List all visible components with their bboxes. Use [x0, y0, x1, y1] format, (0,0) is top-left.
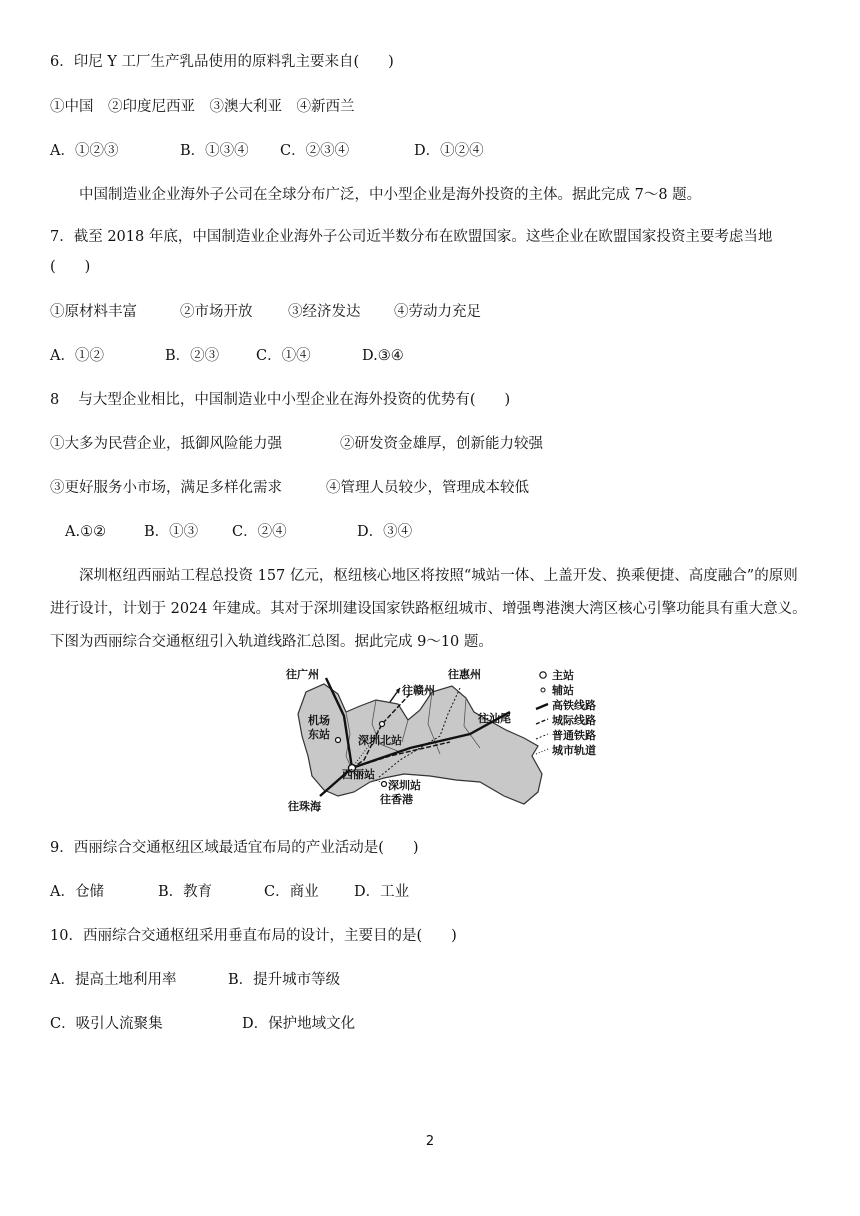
- legend-aux-station: 辅站: [552, 684, 574, 697]
- label-to-hongkong: 往香港: [380, 793, 413, 806]
- q8-option-a: A.①②: [65, 524, 107, 540]
- q10-option-b: B．提升城市等级: [228, 972, 341, 988]
- rail-network-map: [280, 664, 620, 816]
- q9-option-a: A．仓储: [50, 884, 104, 900]
- q7-item-1: ①原材料丰富: [50, 304, 137, 320]
- label-to-huizhou: 往惠州: [448, 668, 481, 681]
- q6-option-b: B．①③④: [180, 143, 249, 159]
- q8-option-d: D．③④: [357, 524, 413, 540]
- q7-option-b: B．②③: [165, 348, 220, 364]
- q8-option-b: B．①③: [144, 524, 199, 540]
- q7-stem-line1: 7．截至 2018 年底，中国制造业企业海外子公司近半数分布在欧盟国家。这些企业在欧盟国家投资主要考虑当地: [50, 229, 773, 245]
- q7-item-2: ②市场开放: [180, 304, 253, 320]
- q7-item-3: ③经济发达: [288, 304, 361, 320]
- q6-option-a: A．①②③: [50, 143, 119, 159]
- airport-east-station: [336, 738, 341, 743]
- q9-option-d: D．工业: [354, 884, 410, 900]
- intro-7-8: 中国制造业企业海外子公司在全球分布广泛，中小型企业是海外投资的主体。据此完成 7～8 题。: [79, 187, 702, 203]
- legend-high-speed: 高铁线路: [552, 699, 596, 712]
- q9-option-c: C．商业: [264, 884, 319, 900]
- q6-option-d: D．①②④: [414, 143, 484, 159]
- intro-9-10: 深圳枢纽西丽站工程总投资 157 亿元，枢纽核心地区将按照“城站一体、上盖开发、换乘便捷、高度融合”的原则进行设计，计划于 2024 年建成。其对于深圳建设国家铁路枢纽城市、增强粤港澳大湾区核心引擎功能具有重大意义。下图为西丽综合交通枢纽引入轨道线路汇总图。据此完成 9～10 题。: [50, 568, 807, 650]
- q8-stem: 8 与大型企业相比，中国制造业中小型企业在海外投资的优势有( ): [50, 392, 511, 408]
- q6-items: ①中国 ②印度尼西亚 ③澳大利亚 ④新西兰: [50, 99, 355, 115]
- label-to-guangzhou: 往广州: [286, 668, 319, 681]
- q10-option-c: C．吸引人流聚集: [50, 1016, 163, 1032]
- map-legend: [536, 668, 596, 757]
- page-number: 2: [425, 1134, 435, 1149]
- label-to-ganzhou: 往赣州: [402, 684, 435, 697]
- label-xili: 西丽站: [342, 768, 375, 781]
- map-svg: [280, 664, 620, 816]
- q8-item-2: ②研发资金雄厚，创新能力较强: [340, 436, 543, 452]
- q6-stem: 6．印尼 Y 工厂生产乳品使用的原料乳主要来自( ): [50, 54, 394, 70]
- q9-option-b: B．教育: [158, 884, 213, 900]
- q7-stem-line2: ( ): [50, 259, 91, 275]
- q9-stem: 9．西丽综合交通枢纽区域最适宜布局的产业活动是( ): [50, 840, 419, 856]
- legend-ordinary: 普通铁路: [552, 729, 596, 742]
- q7-option-c: C．①④: [256, 348, 311, 364]
- q10-stem: 10．西丽综合交通枢纽采用垂直布局的设计，主要目的是( ): [50, 928, 457, 944]
- q7-item-4: ④劳动力充足: [394, 304, 481, 320]
- q7-option-a: A．①②: [50, 348, 104, 364]
- q8-item-3: ③更好服务小市场，满足多样化需求: [50, 480, 282, 496]
- q6-option-c: C．②③④: [280, 143, 350, 159]
- shenzhen-station: [382, 782, 387, 787]
- label-airport-east-1: 机场: [308, 714, 330, 727]
- label-to-shanwei: 往汕尾: [478, 712, 511, 725]
- q8-option-c: C．②④: [232, 524, 287, 540]
- q10-option-a: A．提高土地利用率: [50, 972, 177, 988]
- q10-option-d: D．保护地域文化: [242, 1016, 356, 1032]
- label-shenzhen-station: 深圳站: [388, 779, 421, 792]
- q7-option-d: D.③④: [362, 348, 404, 364]
- label-shenzhen-north: 深圳北站: [358, 734, 402, 747]
- legend-metro: 城市轨道: [552, 744, 596, 757]
- label-to-zhuhai: 往珠海: [288, 800, 321, 813]
- q8-item-4: ④管理人员较少，管理成本较低: [326, 480, 529, 496]
- legend-intercity: 城际线路: [552, 714, 596, 727]
- legend-main-station: 主站: [552, 669, 574, 682]
- q8-item-1: ①大多为民营企业，抵御风险能力强: [50, 436, 282, 452]
- label-airport-east-2: 东站: [308, 728, 330, 741]
- shenzhen-north-station: [380, 722, 385, 727]
